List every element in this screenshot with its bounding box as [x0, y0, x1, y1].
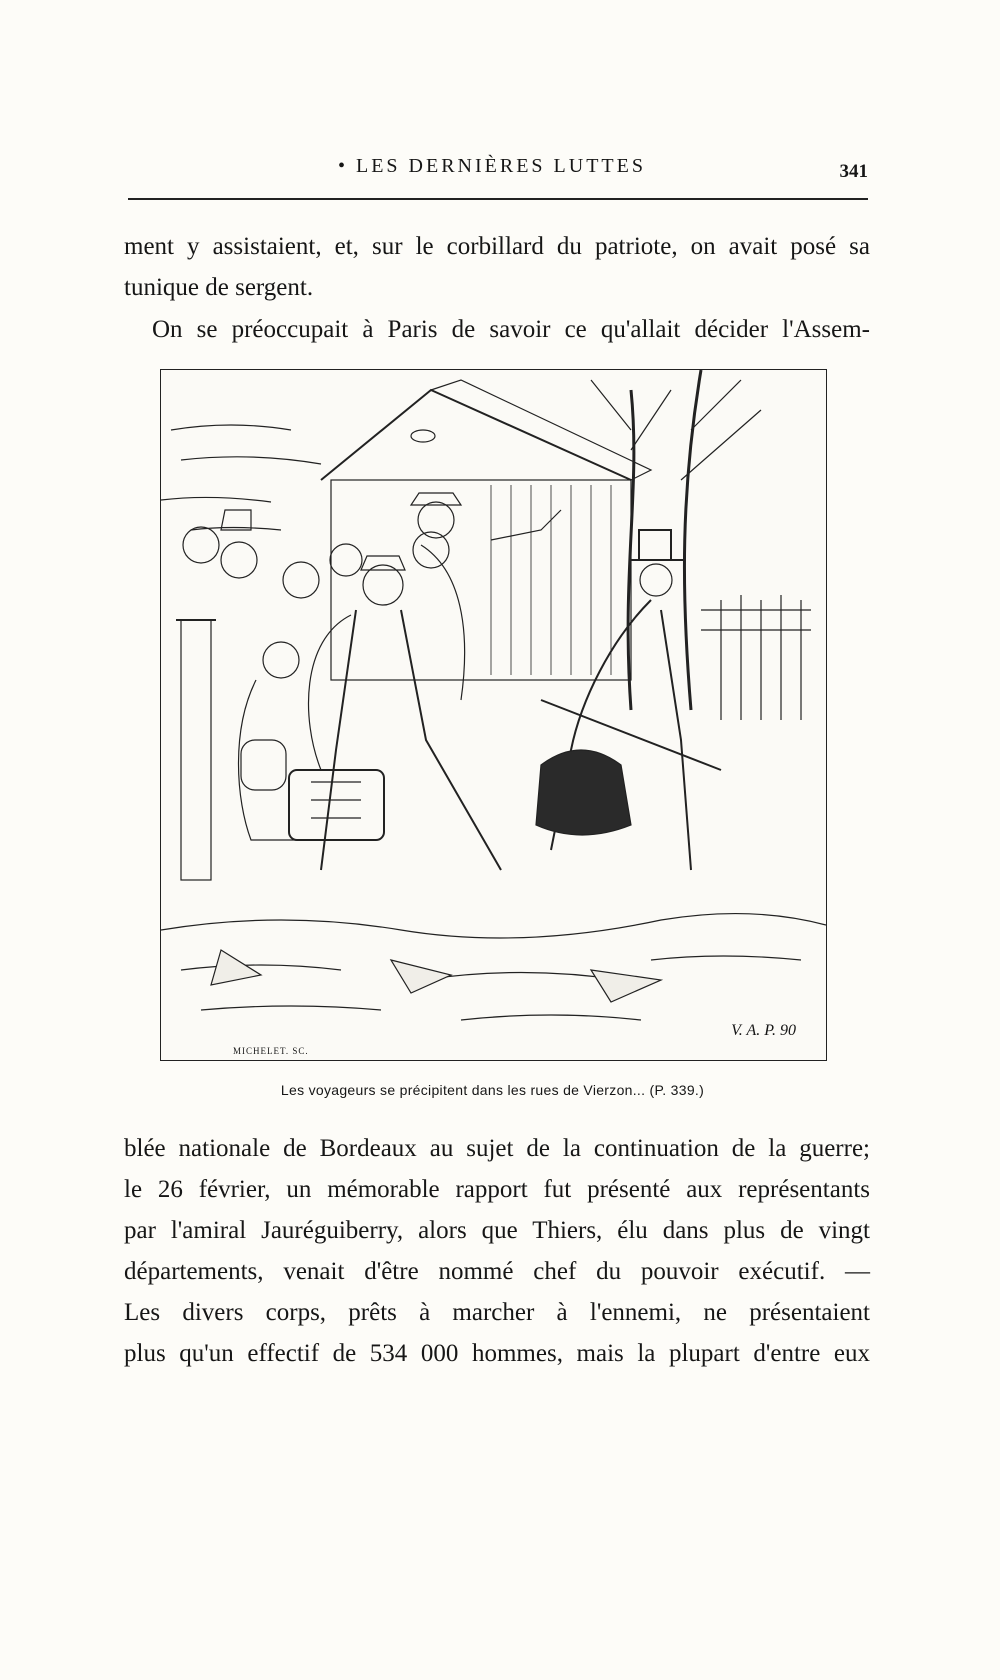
text-line: le 26 février, un mémorable rapport fut présenté aux représentants — [124, 1176, 870, 1203]
text-line: plus qu'un effectif de 534 000 hommes, mais la plupart d'entre eux — [124, 1340, 870, 1367]
text-line: départements, venait d'être nommé chef du pouvoir exécutif. — — [124, 1258, 870, 1285]
artist-signature: V. A. P. 90 — [731, 1022, 796, 1039]
engraver-signature: MICHELET. SC. — [233, 1046, 309, 1056]
illustration — [160, 369, 827, 1061]
text-line: Les divers corps, prêts à marcher à l'ennemi, ne présentaient — [124, 1299, 870, 1326]
text-line: tunique de sergent. — [124, 274, 314, 301]
text-line: ment y assistaient, et, sur le corbillard du patriote, on avait posé sa — [124, 233, 870, 260]
text-line: par l'amiral Jauréguiberry, alors que Thiers, élu dans plus de vingt — [124, 1217, 870, 1244]
paragraph-1 — [124, 226, 870, 308]
paragraph-2 — [124, 309, 870, 350]
text-line: On se préoccupait à Paris de savoir ce qu'allait décider l'Assem- — [152, 316, 870, 343]
text-line: blée nationale de Bordeaux au sujet de la continuation de la guerre; — [124, 1135, 870, 1162]
header-rule — [128, 198, 868, 200]
figure-caption: Les voyageurs se précipitent dans les rues de Vierzon... (P. 339.) — [280, 1082, 705, 1098]
running-head — [128, 155, 868, 195]
running-title: • LES DERNIÈRES LUTTES — [338, 155, 646, 177]
paragraph-3 — [124, 1128, 870, 1374]
engraving-art — [161, 370, 826, 1060]
page-number: 341 — [839, 161, 868, 182]
